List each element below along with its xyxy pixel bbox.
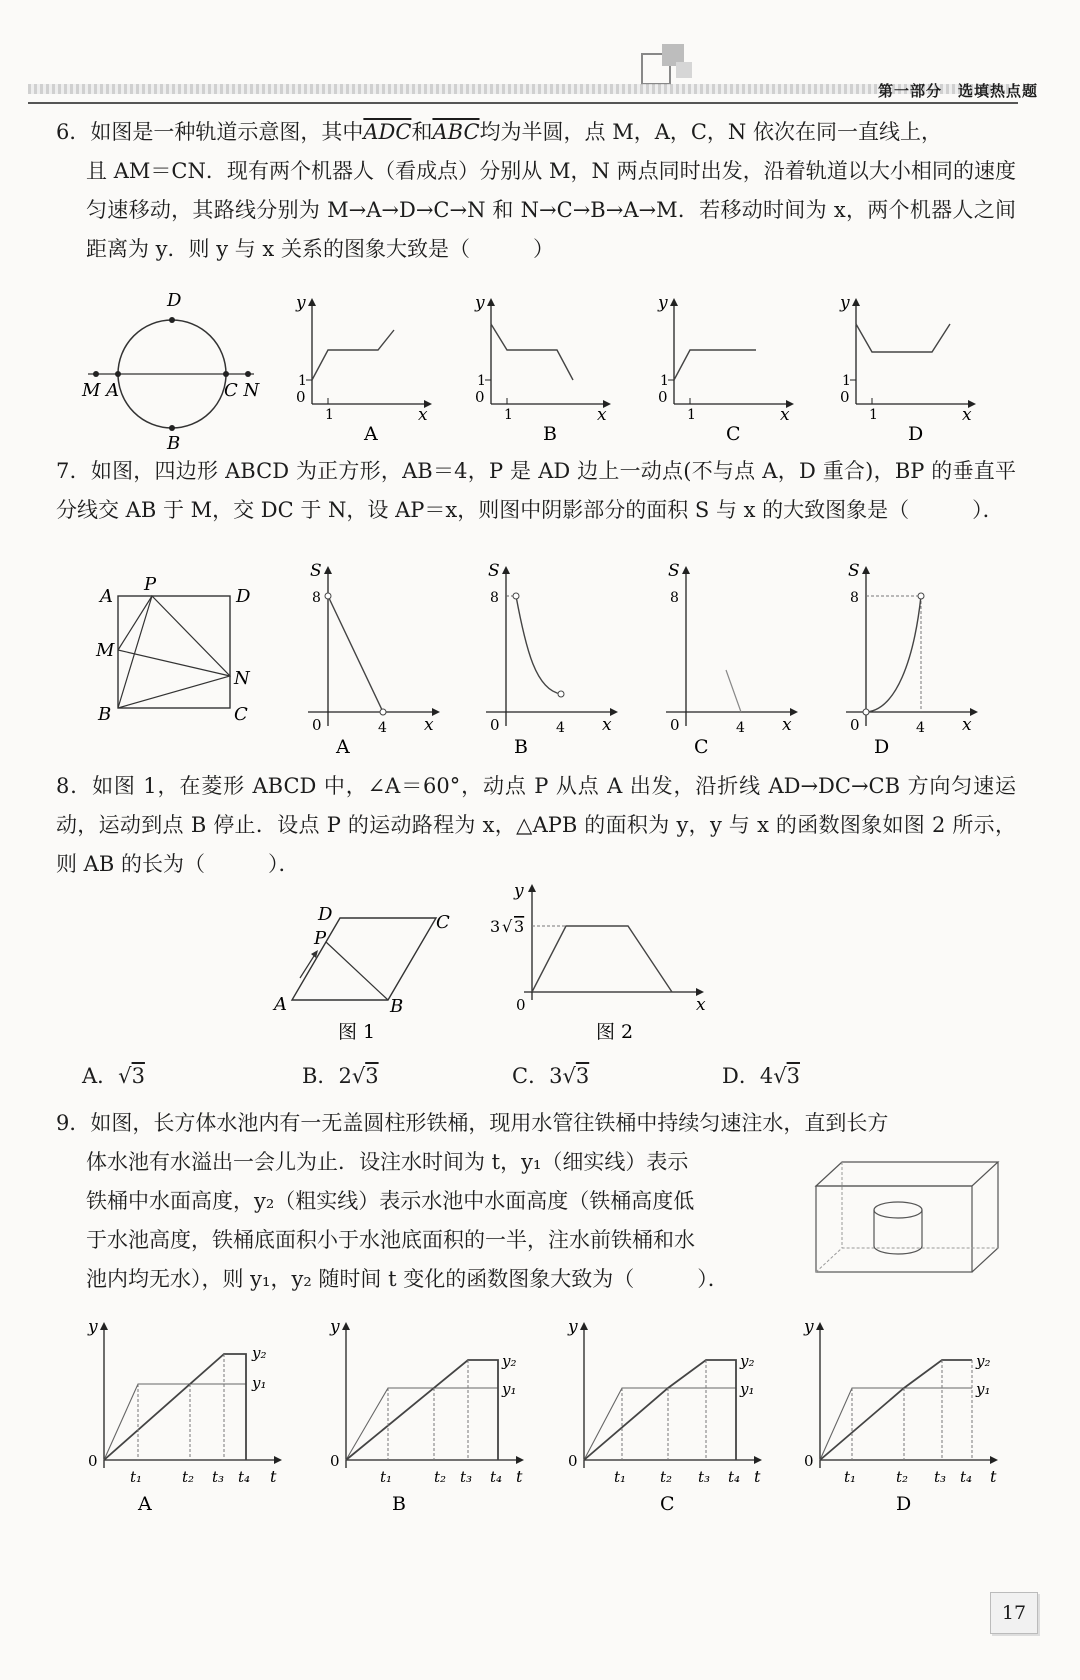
svg-text:1: 1 [687, 407, 696, 423]
svg-text:y₂: y₂ [252, 1344, 267, 1362]
svg-text:x: x [782, 715, 792, 735]
svg-text:1: 1 [298, 373, 307, 389]
option-label: D [874, 736, 890, 758]
q6-graph[interactable] [658, 293, 800, 446]
svg-text:x: x [597, 405, 607, 425]
svg-text:x: x [962, 405, 972, 425]
svg-text:M: M [96, 640, 115, 661]
label-B: B [167, 433, 181, 454]
q9-line: 9．如图，长方体水池内有一无盖圆柱形铁桶，现用水管往铁桶中持续匀速注水，直到长方 [56, 1111, 889, 1135]
option-label: A [336, 736, 350, 758]
svg-text:y: y [475, 293, 485, 313]
svg-text:0: 0 [330, 1452, 340, 1470]
q9-graph[interactable] [80, 1316, 290, 1516]
svg-text:y₁: y₁ [252, 1374, 267, 1392]
svg-text:3: 3 [490, 917, 501, 936]
svg-text:t: t [270, 1467, 277, 1486]
svg-text:y: y [568, 1317, 578, 1337]
svg-text:y: y [88, 1317, 98, 1337]
option-label: C [660, 1493, 675, 1515]
q6-arc-adc: $\overline{ADC}$ [363, 120, 412, 144]
svg-text:B: B [98, 704, 112, 725]
q9-graph[interactable] [322, 1316, 532, 1516]
header-title: 第一部分 选填热点题 [877, 82, 1038, 100]
q7-graph[interactable] [466, 560, 626, 760]
svg-text:t₄: t₄ [728, 1468, 741, 1486]
svg-text:t: t [754, 1467, 761, 1486]
svg-text:t₃: t₃ [698, 1468, 711, 1486]
svg-text:0: 0 [516, 996, 526, 1014]
svg-text:t: t [516, 1467, 523, 1486]
svg-text:P: P [314, 928, 327, 949]
q6-text-part: 和 [411, 120, 433, 144]
q9-tank-figure [812, 1158, 1002, 1278]
svg-text:0: 0 [850, 716, 860, 734]
q6-text-part: 且 AM＝CN．现有两个机器人（看成点）分别从 M，N 两点同时出发，沿着轨道以大小相同的速度匀速移动，其路线分别为 M→A→D→C→N 和 N→C→B→A→M．若移动时间为 x，两个机器人之间距离为 y．则 y 与 x 关系的图象大致是（ ） [86, 159, 1016, 261]
svg-text:1: 1 [477, 373, 486, 389]
svg-text:4: 4 [736, 720, 745, 736]
label-MA: M A [82, 380, 120, 401]
svg-text:C: C [234, 704, 248, 725]
svg-text:B: B [390, 996, 404, 1017]
option-label: B [543, 423, 557, 445]
q9-line: 于水池高度，铁桶底面积小于水池底面积的一半，注水前铁桶和水 [86, 1228, 695, 1252]
svg-text:1: 1 [869, 407, 878, 423]
svg-text:0: 0 [658, 388, 668, 406]
page-number: 17 [990, 1592, 1038, 1634]
svg-text:1: 1 [660, 373, 669, 389]
svg-text:y: y [840, 293, 850, 313]
svg-text:y₁: y₁ [502, 1380, 517, 1398]
q6-arc-abc: $\overline{ABC}$ [432, 120, 480, 144]
label-D: D [167, 290, 182, 311]
svg-text:0: 0 [670, 716, 680, 734]
question-6-text [56, 113, 1016, 269]
q9-line: 铁桶中水面高度，y₂（粗实线）表示水池中水面高度（铁桶高度低 [86, 1189, 695, 1213]
q7-graph[interactable] [646, 560, 806, 760]
svg-text:t₃: t₃ [212, 1468, 225, 1486]
svg-text:N: N [234, 668, 250, 689]
svg-text:3: 3 [514, 917, 525, 936]
q8-option-d[interactable]: D．4√3 [722, 1064, 800, 1088]
svg-text:y₁: y₁ [976, 1380, 991, 1398]
option-label: A [364, 423, 378, 445]
svg-text:y₂: y₂ [976, 1352, 991, 1370]
svg-text:1: 1 [325, 407, 334, 423]
svg-text:x: x [602, 715, 612, 735]
option-label: C [694, 736, 709, 758]
svg-text:A: A [100, 586, 113, 607]
header-rule [28, 102, 1018, 104]
svg-text:√: √ [502, 917, 513, 936]
q8-rhombus-figure [270, 904, 470, 1048]
option-label: B [392, 1493, 406, 1515]
option-label: C [726, 423, 741, 445]
svg-text:t₄: t₄ [490, 1468, 503, 1486]
q9-graph[interactable] [796, 1316, 1006, 1516]
svg-text:S: S [310, 561, 322, 581]
q6-text-part: 均为半圆，点 M，A，C，N 依次在同一直线上， [479, 120, 942, 144]
svg-text:8: 8 [670, 590, 679, 606]
svg-text:8: 8 [850, 590, 859, 606]
svg-text:S: S [848, 561, 860, 581]
svg-text:t₂: t₂ [660, 1468, 673, 1486]
q7-graph[interactable] [288, 560, 448, 760]
svg-text:t₁: t₁ [130, 1468, 143, 1486]
q7-graph[interactable] [826, 560, 986, 760]
figure-caption: 图 2 [596, 1021, 634, 1043]
q9-line: 体水池有水溢出一会儿为止．设注水时间为 t，y₁（细实线）表示 [86, 1150, 689, 1174]
q6-graph[interactable] [475, 293, 617, 446]
svg-text:D: D [236, 586, 251, 607]
svg-text:S: S [668, 561, 680, 581]
svg-text:1: 1 [842, 373, 851, 389]
svg-text:4: 4 [916, 720, 925, 736]
svg-text:x: x [418, 405, 428, 425]
svg-text:x: x [424, 715, 434, 735]
svg-text:0: 0 [312, 716, 322, 734]
svg-text:A: A [274, 994, 287, 1015]
q8-option-c[interactable]: C．3√3 [512, 1064, 590, 1088]
svg-text:0: 0 [568, 1452, 578, 1470]
q6-track-figure [82, 284, 262, 454]
svg-text:x: x [780, 405, 790, 425]
option-label: B [514, 736, 528, 758]
svg-text:t₂: t₂ [896, 1468, 909, 1486]
svg-text:t₃: t₃ [934, 1468, 947, 1486]
option-label: A [138, 1493, 152, 1515]
svg-text:y₁: y₁ [740, 1380, 755, 1398]
q8-function-graph [488, 880, 718, 1050]
svg-text:y: y [658, 293, 668, 313]
svg-text:8: 8 [312, 590, 321, 606]
figure-caption: 图 1 [338, 1021, 376, 1043]
q8-option-b[interactable]: B．2√3 [302, 1064, 379, 1088]
option-label: D [896, 1493, 912, 1515]
svg-text:t₂: t₂ [182, 1468, 195, 1486]
svg-text:t₁: t₁ [614, 1468, 627, 1486]
svg-text:S: S [488, 561, 500, 581]
svg-text:t₄: t₄ [238, 1468, 251, 1486]
svg-text:t₁: t₁ [380, 1468, 393, 1486]
svg-text:t₃: t₃ [460, 1468, 473, 1486]
svg-text:y: y [296, 293, 306, 313]
svg-text:t₂: t₂ [434, 1468, 447, 1486]
q6-graph[interactable] [296, 293, 438, 446]
svg-text:y: y [330, 1317, 340, 1337]
svg-text:y: y [514, 881, 524, 901]
svg-text:4: 4 [378, 720, 387, 736]
svg-text:0: 0 [840, 388, 850, 406]
q6-text-part: 6．如图是一种轨道示意图，其中 [56, 120, 364, 144]
svg-text:C: C [436, 912, 450, 933]
svg-text:0: 0 [88, 1452, 98, 1470]
svg-text:y: y [804, 1317, 814, 1337]
svg-text:8: 8 [490, 590, 499, 606]
svg-text:4: 4 [556, 720, 565, 736]
svg-text:t₄: t₄ [960, 1468, 973, 1486]
question-8-text: 8．如图 1，在菱形 ABCD 中，∠A＝60°，动点 P 从点 A 出发，沿折线 AD→DC→CB 方向匀速运动，运动到点 B 停止．设点 P 的运动路程为 x，△APB 的面积为 y，y 与 x 的函数图象如图 2 所示，则 AB 的长为（ ）． [56, 774, 1016, 876]
svg-text:t: t [990, 1467, 997, 1486]
svg-text:y₂: y₂ [740, 1352, 755, 1370]
svg-text:0: 0 [804, 1452, 814, 1470]
q7-square-figure [96, 574, 266, 728]
svg-text:y₂: y₂ [502, 1352, 517, 1370]
q6-graph[interactable] [840, 293, 982, 446]
q9-graph[interactable] [560, 1316, 770, 1516]
q8-option-a[interactable]: A．√3 [82, 1064, 145, 1088]
svg-text:P: P [144, 574, 157, 595]
q9-line: 池内均无水），则 y₁，y₂ 随时间 t 变化的函数图象大致为（ ）． [86, 1267, 729, 1291]
question-7-text: 7．如图，四边形 ABCD 为正方形，AB＝4，P 是 AD 边上一动点(不与点 A，D 重合)，BP 的垂直平分线交 AB 于 M，交 DC 于 N，设 AP＝x，则图中阴影部分的面积 S 与 x 的大致图象是（ ）． [56, 459, 1016, 522]
svg-text:t₁: t₁ [844, 1468, 857, 1486]
svg-text:D: D [318, 904, 333, 925]
label-CN: C N [224, 380, 260, 401]
svg-text:x: x [696, 995, 706, 1015]
header-bar [28, 84, 1018, 94]
svg-text:x: x [962, 715, 972, 735]
svg-text:0: 0 [490, 716, 500, 734]
svg-text:0: 0 [475, 388, 485, 406]
option-label: D [908, 423, 924, 445]
svg-text:0: 0 [296, 388, 306, 406]
svg-text:1: 1 [504, 407, 513, 423]
